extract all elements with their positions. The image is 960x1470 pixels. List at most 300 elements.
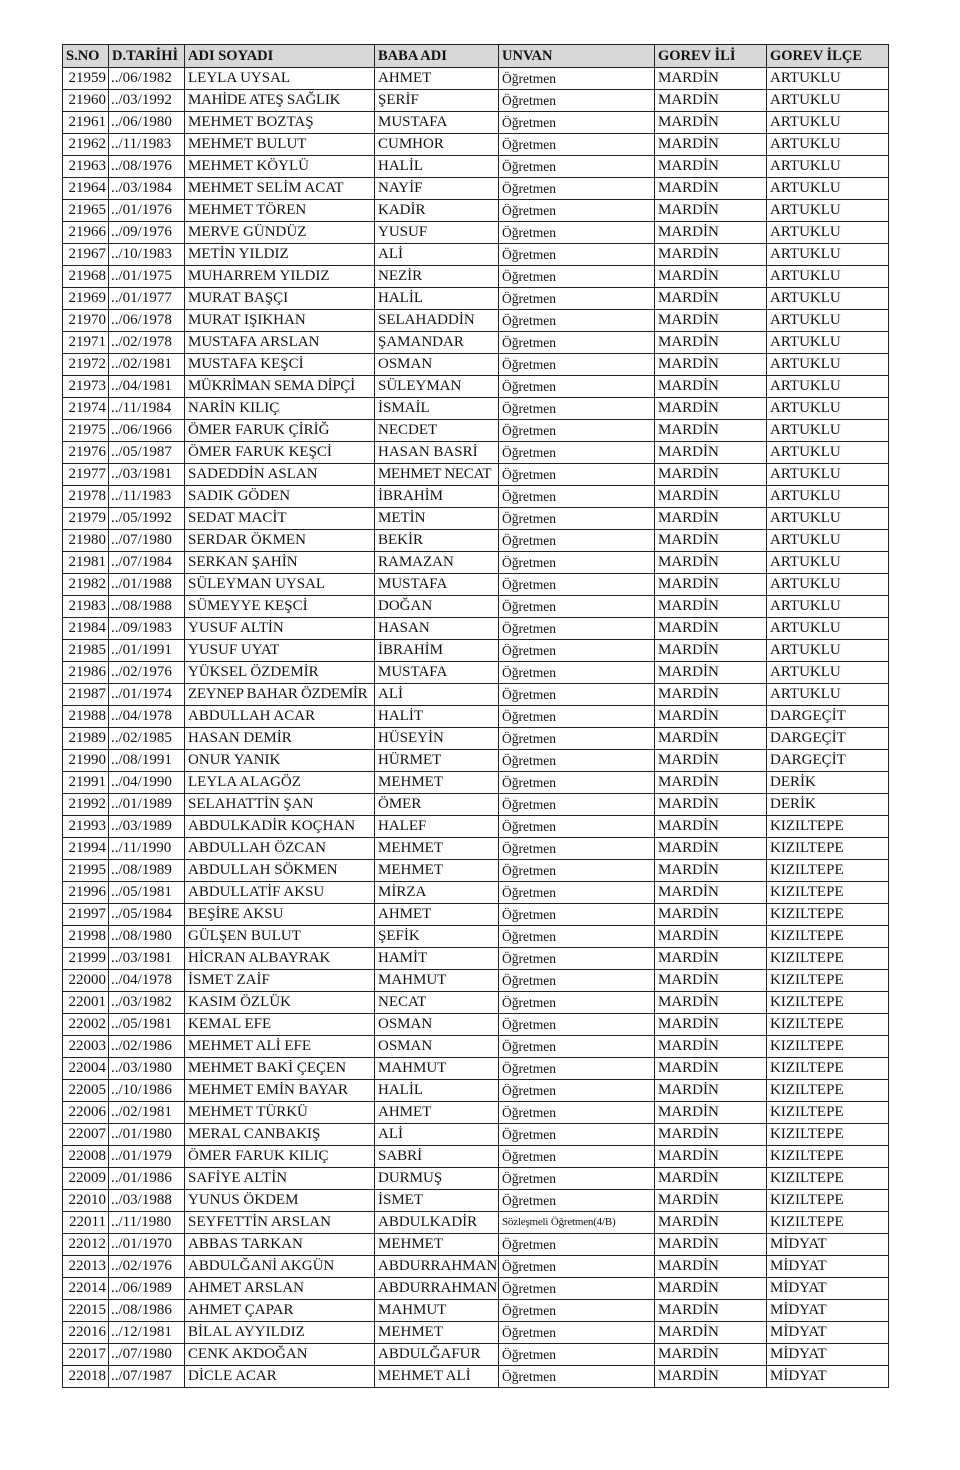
cell-full-name: MURAT IŞIKHAN xyxy=(185,310,375,332)
header-sno: S.NO xyxy=(63,45,109,68)
cell-full-name: CENK AKDOĞAN xyxy=(185,1344,375,1366)
cell-full-name: MERAL CANBAKIŞ xyxy=(185,1124,375,1146)
cell-full-name: HASAN DEMİR xyxy=(185,728,375,750)
table-row xyxy=(63,1300,889,1322)
header-district: GOREV İLÇE xyxy=(767,45,889,68)
cell-sno: 22008 xyxy=(63,1146,109,1168)
cell-province: MARDİN xyxy=(655,1124,767,1146)
cell-sno: 22007 xyxy=(63,1124,109,1146)
cell-title: Sözleşmeli Öğretmen(4/B) xyxy=(499,1212,655,1234)
table-row xyxy=(63,178,889,200)
cell-birth-date: ../09/1983 xyxy=(109,618,185,640)
cell-father-name: OSMAN xyxy=(375,1036,499,1058)
cell-sno: 21973 xyxy=(63,376,109,398)
cell-district: KIZILTEPE xyxy=(767,816,889,838)
cell-sno: 21980 xyxy=(63,530,109,552)
cell-birth-date: ../03/1989 xyxy=(109,816,185,838)
cell-district: KIZILTEPE xyxy=(767,1212,889,1234)
cell-province: MARDİN xyxy=(655,200,767,222)
cell-father-name: MEHMET xyxy=(375,1322,499,1344)
cell-title: Öğretmen xyxy=(499,838,655,860)
cell-birth-date: ../02/1976 xyxy=(109,662,185,684)
cell-province: MARDİN xyxy=(655,398,767,420)
cell-sno: 21987 xyxy=(63,684,109,706)
table-body xyxy=(63,68,889,1388)
cell-sno: 21997 xyxy=(63,904,109,926)
cell-sno: 22018 xyxy=(63,1366,109,1388)
cell-district: DERİK xyxy=(767,794,889,816)
cell-province: MARDİN xyxy=(655,706,767,728)
cell-full-name: İSMET ZAİF xyxy=(185,970,375,992)
cell-province: MARDİN xyxy=(655,288,767,310)
cell-birth-date: ../05/1981 xyxy=(109,882,185,904)
cell-province: MARDİN xyxy=(655,1256,767,1278)
cell-father-name: HALİL xyxy=(375,288,499,310)
cell-district: ARTUKLU xyxy=(767,244,889,266)
cell-full-name: ABDULLAH SÖKMEN xyxy=(185,860,375,882)
cell-full-name: YÜKSEL ÖZDEMİR xyxy=(185,662,375,684)
cell-title: Öğretmen xyxy=(499,442,655,464)
table-row xyxy=(63,904,889,926)
cell-birth-date: ../01/1974 xyxy=(109,684,185,706)
cell-province: MARDİN xyxy=(655,1234,767,1256)
cell-province: MARDİN xyxy=(655,90,767,112)
cell-sno: 21971 xyxy=(63,332,109,354)
cell-birth-date: ../03/1982 xyxy=(109,992,185,1014)
cell-title: Öğretmen xyxy=(499,970,655,992)
cell-full-name: MEHMET BAKİ ÇEÇEN xyxy=(185,1058,375,1080)
cell-district: ARTUKLU xyxy=(767,354,889,376)
cell-title: Öğretmen xyxy=(499,332,655,354)
cell-full-name: SERKAN ŞAHİN xyxy=(185,552,375,574)
cell-province: MARDİN xyxy=(655,1014,767,1036)
cell-title: Öğretmen xyxy=(499,376,655,398)
cell-title: Öğretmen xyxy=(499,860,655,882)
cell-sno: 21984 xyxy=(63,618,109,640)
header-title: UNVAN xyxy=(499,45,655,68)
cell-birth-date: ../06/1978 xyxy=(109,310,185,332)
cell-sno: 22001 xyxy=(63,992,109,1014)
cell-father-name: İSMAİL xyxy=(375,398,499,420)
cell-district: KIZILTEPE xyxy=(767,1190,889,1212)
cell-birth-date: ../08/1991 xyxy=(109,750,185,772)
cell-province: MARDİN xyxy=(655,662,767,684)
table-header-row xyxy=(63,45,889,68)
cell-birth-date: ../06/1980 xyxy=(109,112,185,134)
cell-title: Öğretmen xyxy=(499,1366,655,1388)
cell-province: MARDİN xyxy=(655,1190,767,1212)
cell-birth-date: ../04/1981 xyxy=(109,376,185,398)
cell-district: KIZILTEPE xyxy=(767,904,889,926)
cell-province: MARDİN xyxy=(655,596,767,618)
cell-full-name: ÖMER FARUK ÇİRİĞ xyxy=(185,420,375,442)
cell-father-name: MUSTAFA xyxy=(375,662,499,684)
cell-district: KIZILTEPE xyxy=(767,1168,889,1190)
table-row xyxy=(63,574,889,596)
table-row xyxy=(63,618,889,640)
cell-sno: 21988 xyxy=(63,706,109,728)
table-row xyxy=(63,640,889,662)
table-row xyxy=(63,1212,889,1234)
cell-sno: 21989 xyxy=(63,728,109,750)
table-row xyxy=(63,1080,889,1102)
cell-father-name: AHMET xyxy=(375,1102,499,1124)
cell-district: KIZILTEPE xyxy=(767,882,889,904)
cell-district: ARTUKLU xyxy=(767,332,889,354)
cell-district: KIZILTEPE xyxy=(767,1036,889,1058)
cell-sno: 22000 xyxy=(63,970,109,992)
cell-province: MARDİN xyxy=(655,68,767,90)
cell-province: MARDİN xyxy=(655,750,767,772)
table-row xyxy=(63,1344,889,1366)
cell-title: Öğretmen xyxy=(499,156,655,178)
cell-birth-date: ../06/1982 xyxy=(109,68,185,90)
cell-province: MARDİN xyxy=(655,134,767,156)
cell-district: KIZILTEPE xyxy=(767,1080,889,1102)
cell-full-name: SEYFETTİN ARSLAN xyxy=(185,1212,375,1234)
cell-province: MARDİN xyxy=(655,1212,767,1234)
cell-birth-date: ../11/1984 xyxy=(109,398,185,420)
cell-province: MARDİN xyxy=(655,904,767,926)
cell-title: Öğretmen xyxy=(499,420,655,442)
cell-birth-date: ../03/1980 xyxy=(109,1058,185,1080)
cell-birth-date: ../08/1989 xyxy=(109,860,185,882)
cell-sno: 21968 xyxy=(63,266,109,288)
cell-district: KIZILTEPE xyxy=(767,926,889,948)
cell-father-name: MEHMET xyxy=(375,860,499,882)
table-row xyxy=(63,926,889,948)
cell-province: MARDİN xyxy=(655,948,767,970)
header-full-name: ADI SOYADI xyxy=(185,45,375,68)
cell-full-name: DİCLE ACAR xyxy=(185,1366,375,1388)
cell-father-name: CUMHOR xyxy=(375,134,499,156)
cell-full-name: LEYLA ALAGÖZ xyxy=(185,772,375,794)
cell-birth-date: ../02/1981 xyxy=(109,354,185,376)
cell-father-name: HALİL xyxy=(375,156,499,178)
cell-district: ARTUKLU xyxy=(767,684,889,706)
table-row xyxy=(63,508,889,530)
cell-district: ARTUKLU xyxy=(767,640,889,662)
table-row xyxy=(63,1278,889,1300)
cell-title: Öğretmen xyxy=(499,112,655,134)
cell-father-name: DOĞAN xyxy=(375,596,499,618)
cell-full-name: MEHMET TÜRKÜ xyxy=(185,1102,375,1124)
cell-province: MARDİN xyxy=(655,310,767,332)
cell-birth-date: ../11/1980 xyxy=(109,1212,185,1234)
cell-province: MARDİN xyxy=(655,1102,767,1124)
cell-sno: 21964 xyxy=(63,178,109,200)
cell-birth-date: ../07/1984 xyxy=(109,552,185,574)
table-row xyxy=(63,1124,889,1146)
cell-province: MARDİN xyxy=(655,640,767,662)
cell-district: DARGEÇİT xyxy=(767,706,889,728)
cell-father-name: OSMAN xyxy=(375,354,499,376)
cell-title: Öğretmen xyxy=(499,904,655,926)
cell-district: MİDYAT xyxy=(767,1234,889,1256)
cell-province: MARDİN xyxy=(655,112,767,134)
cell-full-name: LEYLA UYSAL xyxy=(185,68,375,90)
table-row xyxy=(63,1146,889,1168)
cell-full-name: MURAT BAŞÇI xyxy=(185,288,375,310)
cell-birth-date: ../02/1986 xyxy=(109,1036,185,1058)
cell-district: MİDYAT xyxy=(767,1300,889,1322)
cell-province: MARDİN xyxy=(655,354,767,376)
cell-title: Öğretmen xyxy=(499,1300,655,1322)
cell-birth-date: ../01/1989 xyxy=(109,794,185,816)
cell-district: KIZILTEPE xyxy=(767,992,889,1014)
cell-title: Öğretmen xyxy=(499,728,655,750)
cell-birth-date: ../05/1981 xyxy=(109,1014,185,1036)
cell-father-name: MUSTAFA xyxy=(375,112,499,134)
cell-birth-date: ../10/1986 xyxy=(109,1080,185,1102)
cell-district: MİDYAT xyxy=(767,1344,889,1366)
cell-father-name: ŞAMANDAR xyxy=(375,332,499,354)
header-birth-date: D.TARİHİ xyxy=(109,45,185,68)
cell-province: MARDİN xyxy=(655,464,767,486)
cell-province: MARDİN xyxy=(655,1322,767,1344)
cell-province: MARDİN xyxy=(655,1344,767,1366)
cell-birth-date: ../05/1987 xyxy=(109,442,185,464)
cell-father-name: ŞEFİK xyxy=(375,926,499,948)
header-father-name: BABA ADI xyxy=(375,45,499,68)
cell-sno: 21976 xyxy=(63,442,109,464)
table-row xyxy=(63,1256,889,1278)
cell-sno: 21994 xyxy=(63,838,109,860)
cell-province: MARDİN xyxy=(655,1058,767,1080)
cell-province: MARDİN xyxy=(655,222,767,244)
cell-birth-date: ../01/1980 xyxy=(109,1124,185,1146)
cell-full-name: ABDULLAH ÖZCAN xyxy=(185,838,375,860)
cell-title: Öğretmen xyxy=(499,750,655,772)
cell-father-name: HALİT xyxy=(375,706,499,728)
cell-full-name: ABDULKADİR KOÇHAN xyxy=(185,816,375,838)
cell-title: Öğretmen xyxy=(499,794,655,816)
cell-title: Öğretmen xyxy=(499,948,655,970)
cell-father-name: MEHMET xyxy=(375,1234,499,1256)
cell-birth-date: ../11/1990 xyxy=(109,838,185,860)
cell-title: Öğretmen xyxy=(499,354,655,376)
cell-sno: 22011 xyxy=(63,1212,109,1234)
cell-title: Öğretmen xyxy=(499,1256,655,1278)
table-row xyxy=(63,398,889,420)
cell-title: Öğretmen xyxy=(499,1146,655,1168)
cell-province: MARDİN xyxy=(655,574,767,596)
cell-title: Öğretmen xyxy=(499,222,655,244)
table-row xyxy=(63,112,889,134)
cell-province: MARDİN xyxy=(655,772,767,794)
cell-title: Öğretmen xyxy=(499,1058,655,1080)
cell-birth-date: ../08/1986 xyxy=(109,1300,185,1322)
cell-title: Öğretmen xyxy=(499,574,655,596)
cell-father-name: METİN xyxy=(375,508,499,530)
cell-title: Öğretmen xyxy=(499,882,655,904)
cell-district: KIZILTEPE xyxy=(767,1146,889,1168)
cell-birth-date: ../09/1976 xyxy=(109,222,185,244)
table-row xyxy=(63,882,889,904)
cell-province: MARDİN xyxy=(655,838,767,860)
table-row xyxy=(63,288,889,310)
cell-title: Öğretmen xyxy=(499,1014,655,1036)
cell-birth-date: ../10/1983 xyxy=(109,244,185,266)
cell-full-name: ÖMER FARUK KEŞCİ xyxy=(185,442,375,464)
cell-province: MARDİN xyxy=(655,728,767,750)
cell-full-name: ABDULLAH ACAR xyxy=(185,706,375,728)
table-row xyxy=(63,134,889,156)
cell-district: ARTUKLU xyxy=(767,662,889,684)
cell-district: ARTUKLU xyxy=(767,420,889,442)
cell-full-name: MUSTAFA KEŞCİ xyxy=(185,354,375,376)
cell-province: MARDİN xyxy=(655,508,767,530)
cell-father-name: HASAN BASRİ xyxy=(375,442,499,464)
cell-province: MARDİN xyxy=(655,816,767,838)
cell-title: Öğretmen xyxy=(499,640,655,662)
cell-district: KIZILTEPE xyxy=(767,860,889,882)
cell-province: MARDİN xyxy=(655,552,767,574)
cell-full-name: ÖMER FARUK KILIÇ xyxy=(185,1146,375,1168)
cell-title: Öğretmen xyxy=(499,662,655,684)
cell-birth-date: ../07/1987 xyxy=(109,1366,185,1388)
cell-sno: 22013 xyxy=(63,1256,109,1278)
cell-birth-date: ../02/1978 xyxy=(109,332,185,354)
table-row xyxy=(63,420,889,442)
cell-birth-date: ../03/1981 xyxy=(109,948,185,970)
cell-sno: 22015 xyxy=(63,1300,109,1322)
cell-district: KIZILTEPE xyxy=(767,948,889,970)
cell-sno: 21990 xyxy=(63,750,109,772)
cell-district: ARTUKLU xyxy=(767,90,889,112)
cell-district: ARTUKLU xyxy=(767,112,889,134)
table-row xyxy=(63,860,889,882)
cell-full-name: METİN YILDIZ xyxy=(185,244,375,266)
cell-birth-date: ../04/1978 xyxy=(109,970,185,992)
cell-sno: 22010 xyxy=(63,1190,109,1212)
table-row xyxy=(63,750,889,772)
cell-father-name: MAHMUT xyxy=(375,1300,499,1322)
cell-province: MARDİN xyxy=(655,860,767,882)
cell-sno: 22014 xyxy=(63,1278,109,1300)
cell-full-name: HİCRAN ALBAYRAK xyxy=(185,948,375,970)
cell-title: Öğretmen xyxy=(499,508,655,530)
table-row xyxy=(63,706,889,728)
cell-title: Öğretmen xyxy=(499,266,655,288)
table-row xyxy=(63,442,889,464)
cell-full-name: AHMET ARSLAN xyxy=(185,1278,375,1300)
cell-district: ARTUKLU xyxy=(767,134,889,156)
cell-father-name: OSMAN xyxy=(375,1014,499,1036)
cell-father-name: RAMAZAN xyxy=(375,552,499,574)
cell-district: ARTUKLU xyxy=(767,552,889,574)
cell-sno: 21959 xyxy=(63,68,109,90)
cell-birth-date: ../01/1977 xyxy=(109,288,185,310)
cell-province: MARDİN xyxy=(655,1036,767,1058)
cell-birth-date: ../07/1980 xyxy=(109,530,185,552)
cell-birth-date: ../02/1976 xyxy=(109,1256,185,1278)
cell-full-name: MEHMET BOZTAŞ xyxy=(185,112,375,134)
cell-full-name: SADIK GÖDEN xyxy=(185,486,375,508)
cell-full-name: AHMET ÇAPAR xyxy=(185,1300,375,1322)
cell-title: Öğretmen xyxy=(499,1322,655,1344)
cell-title: Öğretmen xyxy=(499,1278,655,1300)
cell-district: ARTUKLU xyxy=(767,266,889,288)
cell-father-name: MUSTAFA xyxy=(375,574,499,596)
cell-birth-date: ../05/1992 xyxy=(109,508,185,530)
cell-sno: 22006 xyxy=(63,1102,109,1124)
cell-full-name: MAHİDE ATEŞ SAĞLIK xyxy=(185,90,375,112)
cell-father-name: KADİR xyxy=(375,200,499,222)
cell-district: MİDYAT xyxy=(767,1278,889,1300)
cell-full-name: BİLAL AYYILDIZ xyxy=(185,1322,375,1344)
cell-title: Öğretmen xyxy=(499,1234,655,1256)
cell-full-name: YUSUF ALTİN xyxy=(185,618,375,640)
cell-father-name: HÜSEYİN xyxy=(375,728,499,750)
cell-birth-date: ../01/1991 xyxy=(109,640,185,662)
cell-full-name: KASIM ÖZLÜK xyxy=(185,992,375,1014)
cell-district: ARTUKLU xyxy=(767,574,889,596)
cell-sno: 21966 xyxy=(63,222,109,244)
cell-title: Öğretmen xyxy=(499,816,655,838)
cell-sno: 21962 xyxy=(63,134,109,156)
cell-province: MARDİN xyxy=(655,1300,767,1322)
cell-province: MARDİN xyxy=(655,1168,767,1190)
table-row xyxy=(63,1102,889,1124)
cell-birth-date: ../06/1966 xyxy=(109,420,185,442)
cell-sno: 22017 xyxy=(63,1344,109,1366)
cell-full-name: MEHMET TÖREN xyxy=(185,200,375,222)
table-row xyxy=(63,200,889,222)
cell-sno: 21969 xyxy=(63,288,109,310)
cell-title: Öğretmen xyxy=(499,1344,655,1366)
cell-title: Öğretmen xyxy=(499,1168,655,1190)
cell-district: ARTUKLU xyxy=(767,68,889,90)
cell-sno: 21967 xyxy=(63,244,109,266)
cell-province: MARDİN xyxy=(655,442,767,464)
cell-district: ARTUKLU xyxy=(767,222,889,244)
cell-province: MARDİN xyxy=(655,882,767,904)
table-row xyxy=(63,464,889,486)
table-row xyxy=(63,1366,889,1388)
document-sheet xyxy=(62,44,888,1388)
cell-district: DARGEÇİT xyxy=(767,750,889,772)
cell-district: KIZILTEPE xyxy=(767,1058,889,1080)
cell-title: Öğretmen xyxy=(499,1124,655,1146)
cell-district: KIZILTEPE xyxy=(767,1102,889,1124)
cell-sno: 21963 xyxy=(63,156,109,178)
cell-father-name: AHMET xyxy=(375,68,499,90)
cell-sno: 21975 xyxy=(63,420,109,442)
table-row xyxy=(63,1058,889,1080)
cell-district: ARTUKLU xyxy=(767,530,889,552)
cell-sno: 21999 xyxy=(63,948,109,970)
cell-province: MARDİN xyxy=(655,684,767,706)
cell-sno: 21992 xyxy=(63,794,109,816)
cell-father-name: MEHMET xyxy=(375,838,499,860)
cell-province: MARDİN xyxy=(655,178,767,200)
cell-province: MARDİN xyxy=(655,420,767,442)
cell-father-name: HALEF xyxy=(375,816,499,838)
cell-father-name: NEZİR xyxy=(375,266,499,288)
cell-title: Öğretmen xyxy=(499,464,655,486)
cell-district: KIZILTEPE xyxy=(767,838,889,860)
cell-full-name: ABDULĞANİ AKGÜN xyxy=(185,1256,375,1278)
cell-title: Öğretmen xyxy=(499,134,655,156)
cell-sno: 21961 xyxy=(63,112,109,134)
cell-district: ARTUKLU xyxy=(767,200,889,222)
cell-sno: 21993 xyxy=(63,816,109,838)
cell-father-name: ABDULĞAFUR xyxy=(375,1344,499,1366)
cell-province: MARDİN xyxy=(655,970,767,992)
cell-district: KIZILTEPE xyxy=(767,970,889,992)
cell-full-name: SEDAT MACİT xyxy=(185,508,375,530)
